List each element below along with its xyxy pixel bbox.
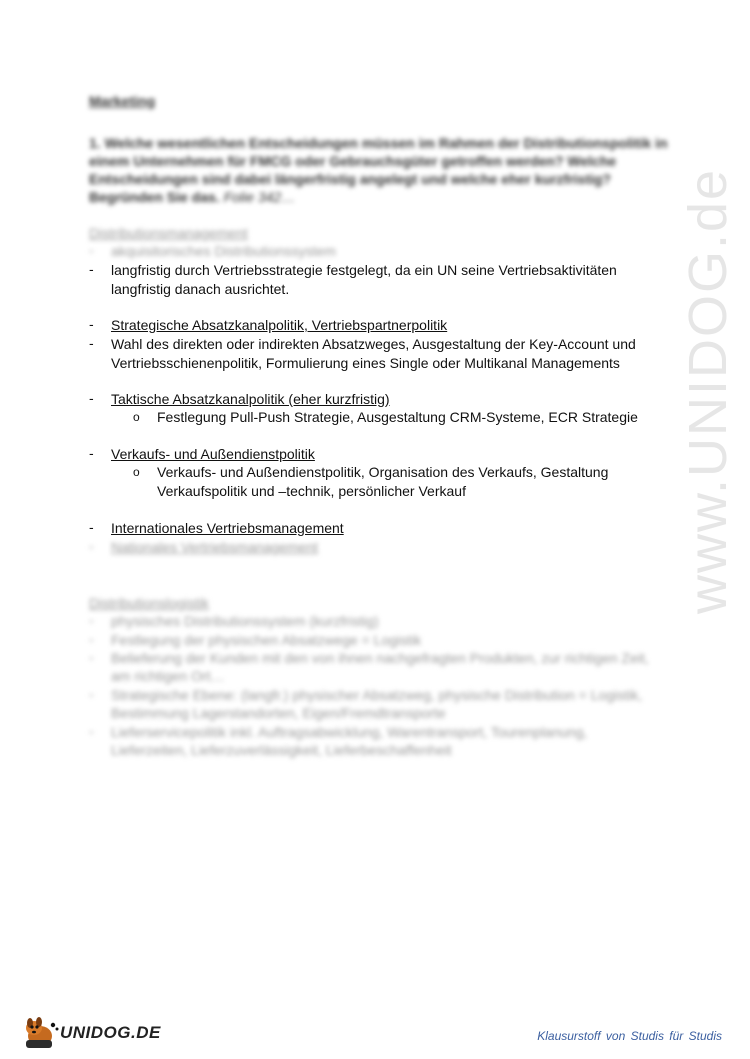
question-line-1: 1. Welche wesentlichen Entscheidungen müssen im Rahmen der Distributionspolitik in (89, 135, 668, 151)
sublist-bullet: o (133, 465, 140, 479)
sublist-item: Verkaufs- und Außendienstpolitik, Organisation des Verkaufs, Gestaltung (157, 464, 609, 480)
question-line-3: Entscheidungen sind dabei längerfristig angelegt und welche eher kurzfristig? (89, 171, 611, 187)
list-item: Wahl des direkten oder indirekten Absatzweges, Ausgestaltung der Key-Account und (111, 336, 636, 352)
question-line-4 (89, 188, 295, 207)
section-heading-distributionslogistik: Distributionslogistik (89, 595, 209, 611)
sublist-bullet: o (133, 410, 140, 424)
dog-mascot-icon (22, 1012, 62, 1052)
question-line-2: einem Unternehmen für FMCG oder Gebrauchsgüter getroffen werden? Welche (89, 153, 617, 169)
list-item-continuation: langfristig danach ausrichtet. (111, 281, 290, 297)
list-dash: - (89, 631, 94, 647)
list-item-continuation: am richtigen Ort… (111, 668, 225, 684)
list-dash: - (89, 612, 94, 628)
list-item-heading: Internationales Vertriebsmanagement (111, 520, 344, 536)
list-dash: - (89, 686, 94, 702)
sublist-item: Festlegung Pull-Push Strategie, Ausgestaltung CRM-Systeme, ECR Strategie (157, 409, 638, 425)
question-text: Begründen Sie das. (89, 189, 220, 205)
list-dash: - (89, 723, 94, 739)
document-title: Marketing (89, 93, 156, 109)
list-dash: - (89, 316, 94, 332)
sublist-item-continuation: Verkaufspolitik und –technik, persönlicher Verkauf (157, 483, 466, 499)
list-item: Lieferservicepolitik inkl. Auftragsabwicklung, Warentransport, Tourenplanung, (111, 724, 588, 740)
question-reference: Folie 342… (223, 189, 296, 205)
list-item-continuation: Vertriebsschienenpolitik, Formulierung eines Single oder Multikanal Managements (111, 355, 620, 371)
list-item-heading: Nationales Vertriebsmanagement (111, 539, 319, 555)
section-heading-distributionsmanagement: Distributionsmanagement (89, 225, 248, 241)
footer-tagline: Klausurstoff von Studis für Studis (537, 1029, 722, 1043)
list-dash: - (89, 519, 94, 535)
list-dash: - (89, 649, 94, 665)
list-dash: - (89, 335, 94, 351)
logo-text: UNIDOG.DE (60, 1023, 161, 1042)
list-dash: - (89, 538, 94, 554)
list-item-continuation: Lieferzeiten, Lieferzuverlässigkeit, Lieferbeschaffenheit (111, 742, 452, 758)
list-item-heading: Verkaufs- und Außendienstpolitik (111, 446, 315, 462)
list-item: Strategische Ebene: (langfr.) physischer Absatzweg, physische Distribution = Logistik, (111, 687, 643, 703)
list-dash: - (89, 261, 94, 277)
list-dash: - (89, 242, 94, 258)
watermark: www.UNIDOG.de (678, 167, 738, 615)
list-item: Belieferung der Kunden mit den von ihnen nachgefragten Produkten, zur richtigen Zeit, (111, 650, 649, 666)
list-item: akquisitorisches Distributionssystem (111, 243, 336, 259)
list-item: Festlegung der physischen Absatzwege = Logistik (111, 632, 422, 648)
list-item: langfristig durch Vertriebsstrategie festgelegt, da ein UN seine Vertriebsaktivitäten (111, 262, 617, 278)
list-dash: - (89, 390, 94, 406)
list-item-heading: Strategische Absatzkanalpolitik, Vertriebspartnerpolitik (111, 317, 448, 333)
list-item: physisches Distributionssystem (kurzfristig) (111, 613, 379, 629)
list-item-heading: Taktische Absatzkanalpolitik (eher kurzfristig) (111, 391, 390, 407)
list-dash: - (89, 445, 94, 461)
list-item-continuation: Bestimmung Lagerstandorten, Eigen/Fremdtransporte (111, 705, 446, 721)
